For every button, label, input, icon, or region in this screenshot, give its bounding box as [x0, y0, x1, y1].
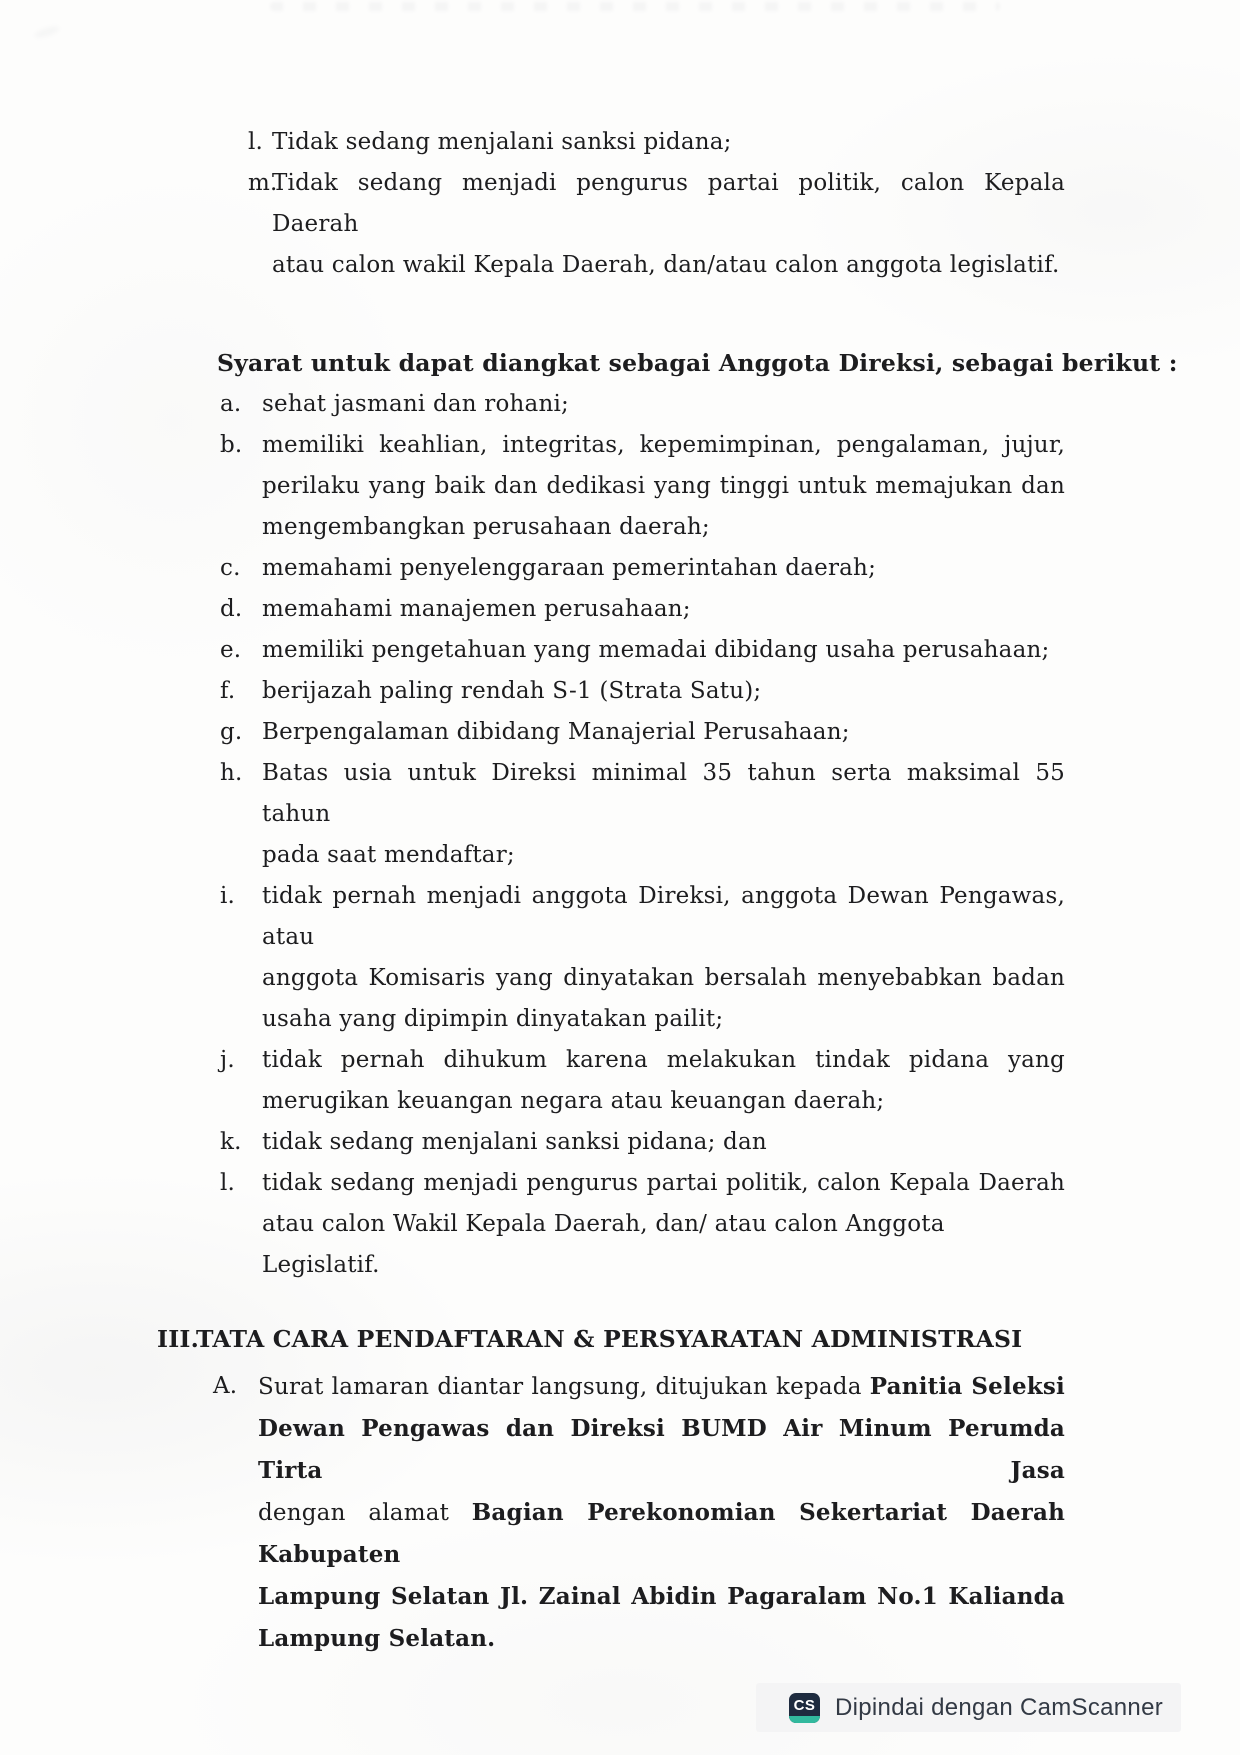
intro-list	[242, 0, 1065, 286]
camscanner-logo-text: CS	[793, 1696, 816, 1714]
requirement-item-g	[220, 712, 1065, 753]
requirement-item-j	[220, 1040, 1065, 1122]
item-marker: e.	[220, 637, 242, 663]
requirement-item-b	[220, 425, 1065, 548]
item-text: berijazah paling rendah S-1 (Strata Satu);	[262, 678, 762, 704]
requirement-item-i	[220, 876, 1065, 1040]
item-text: Tidak sedang menjalani sanksi pidana;	[272, 129, 732, 155]
item-text: memahami manajemen perusahaan;	[262, 596, 691, 622]
item-marker: b.	[220, 432, 243, 458]
requirement-item-d	[220, 589, 1065, 630]
item-marker: i.	[220, 883, 236, 909]
item-text: sehat jasmani dan rohani;	[262, 391, 569, 417]
section-title: TATA CARA PENDAFTARAN & PERSYARATAN ADMINISTRASI	[196, 1325, 1023, 1353]
item-text: memiliki keahlian, integritas, kepemimpinan, pengalaman, jujur, perilaku yang baik dan dedikasi yang tinggi untuk memajukan dan mengembangkan perusahaan daerah;	[262, 432, 1065, 540]
list-item-l	[242, 122, 1065, 163]
item-text: Batas usia untuk Direksi minimal 35 tahun serta maksimal 55 tahun pada saat mendaftar;	[262, 760, 1065, 868]
item-text: tidak sedang menjadi pengurus partai politik, calon Kepala Daerah atau calon Wakil Kepala Daerah, dan/ atau calon Anggota Legislatif.	[262, 1170, 1065, 1278]
list-item-m	[242, 163, 1065, 286]
item-marker: g.	[220, 719, 243, 745]
item-marker: a.	[220, 391, 242, 417]
requirement-item-f	[220, 671, 1065, 712]
direksi-requirements-heading: Syarat untuk dapat diangkat sebagai Anggota Direksi, sebagai berikut :	[217, 349, 1178, 377]
item-marker: h.	[220, 760, 243, 786]
item-marker: l.	[220, 1170, 236, 1196]
scan-smudge	[33, 24, 60, 40]
item-text: tidak sedang menjalani sanksi pidana; dan	[262, 1129, 767, 1155]
item-text: tidak pernah dihukum karena melakukan tindak pidana yang merugikan keuangan negara atau keuangan daerah;	[262, 1047, 1065, 1114]
section-number: III.	[157, 1325, 199, 1353]
item-text: Berpengalaman dibidang Manajerial Perusahaan;	[262, 719, 850, 745]
item-marker: l.	[248, 129, 264, 155]
requirement-item-c	[220, 548, 1065, 589]
item-marker: m.	[248, 170, 278, 196]
requirement-item-l	[220, 1163, 1065, 1286]
item-text: memahami penyelenggaraan pemerintahan daerah;	[262, 555, 877, 581]
item-marker: A.	[213, 1373, 238, 1399]
camscanner-logo-icon	[789, 1693, 820, 1723]
item-marker: d.	[220, 596, 243, 622]
scan-bleed-artifact	[270, 2, 1000, 11]
camscanner-label: Dipindai dengan CamScanner	[835, 1693, 1164, 1721]
section-iii-item-A	[213, 1366, 1065, 1660]
item-text: Surat lamaran diantar langsung, ditujukan kepada Panitia Seleksi Dewan Pengawas dan Direksi BUMD Air Minum Perumda Tirta Jasa dengan alamat Bagian Perekonomian Sekertariat Daerah Kabupaten Lampung Selatan Jl. Zainal Abidin Pagaralam No.1 Kalianda Lampung Selatan.	[258, 1373, 1066, 1652]
requirement-item-a	[220, 384, 1065, 425]
camscanner-watermark	[756, 1683, 1181, 1732]
section-iii-heading	[157, 1319, 1240, 1360]
item-marker: j.	[220, 1047, 235, 1073]
requirement-item-e	[220, 630, 1065, 671]
item-text: Tidak sedang menjadi pengurus partai politik, calon Kepala Daerah atau calon wakil Kepala Daerah, dan/atau calon anggota legislatif.	[272, 170, 1065, 278]
item-marker: c.	[220, 555, 241, 581]
item-marker: f.	[220, 678, 236, 704]
camscanner-logo-accent	[789, 1716, 820, 1723]
item-marker: k.	[220, 1129, 242, 1155]
requirement-item-h	[220, 753, 1065, 876]
direksi-requirements-list	[220, 384, 1065, 1286]
requirement-item-k	[220, 1122, 1065, 1163]
item-text: tidak pernah menjadi anggota Direksi, anggota Dewan Pengawas, atau anggota Komisaris yang dinyatakan bersalah menyebabkan badan usaha yang dipimpin dinyatakan pailit;	[262, 883, 1065, 1032]
item-text: memiliki pengetahuan yang memadai dibidang usaha perusahaan;	[262, 637, 1050, 663]
